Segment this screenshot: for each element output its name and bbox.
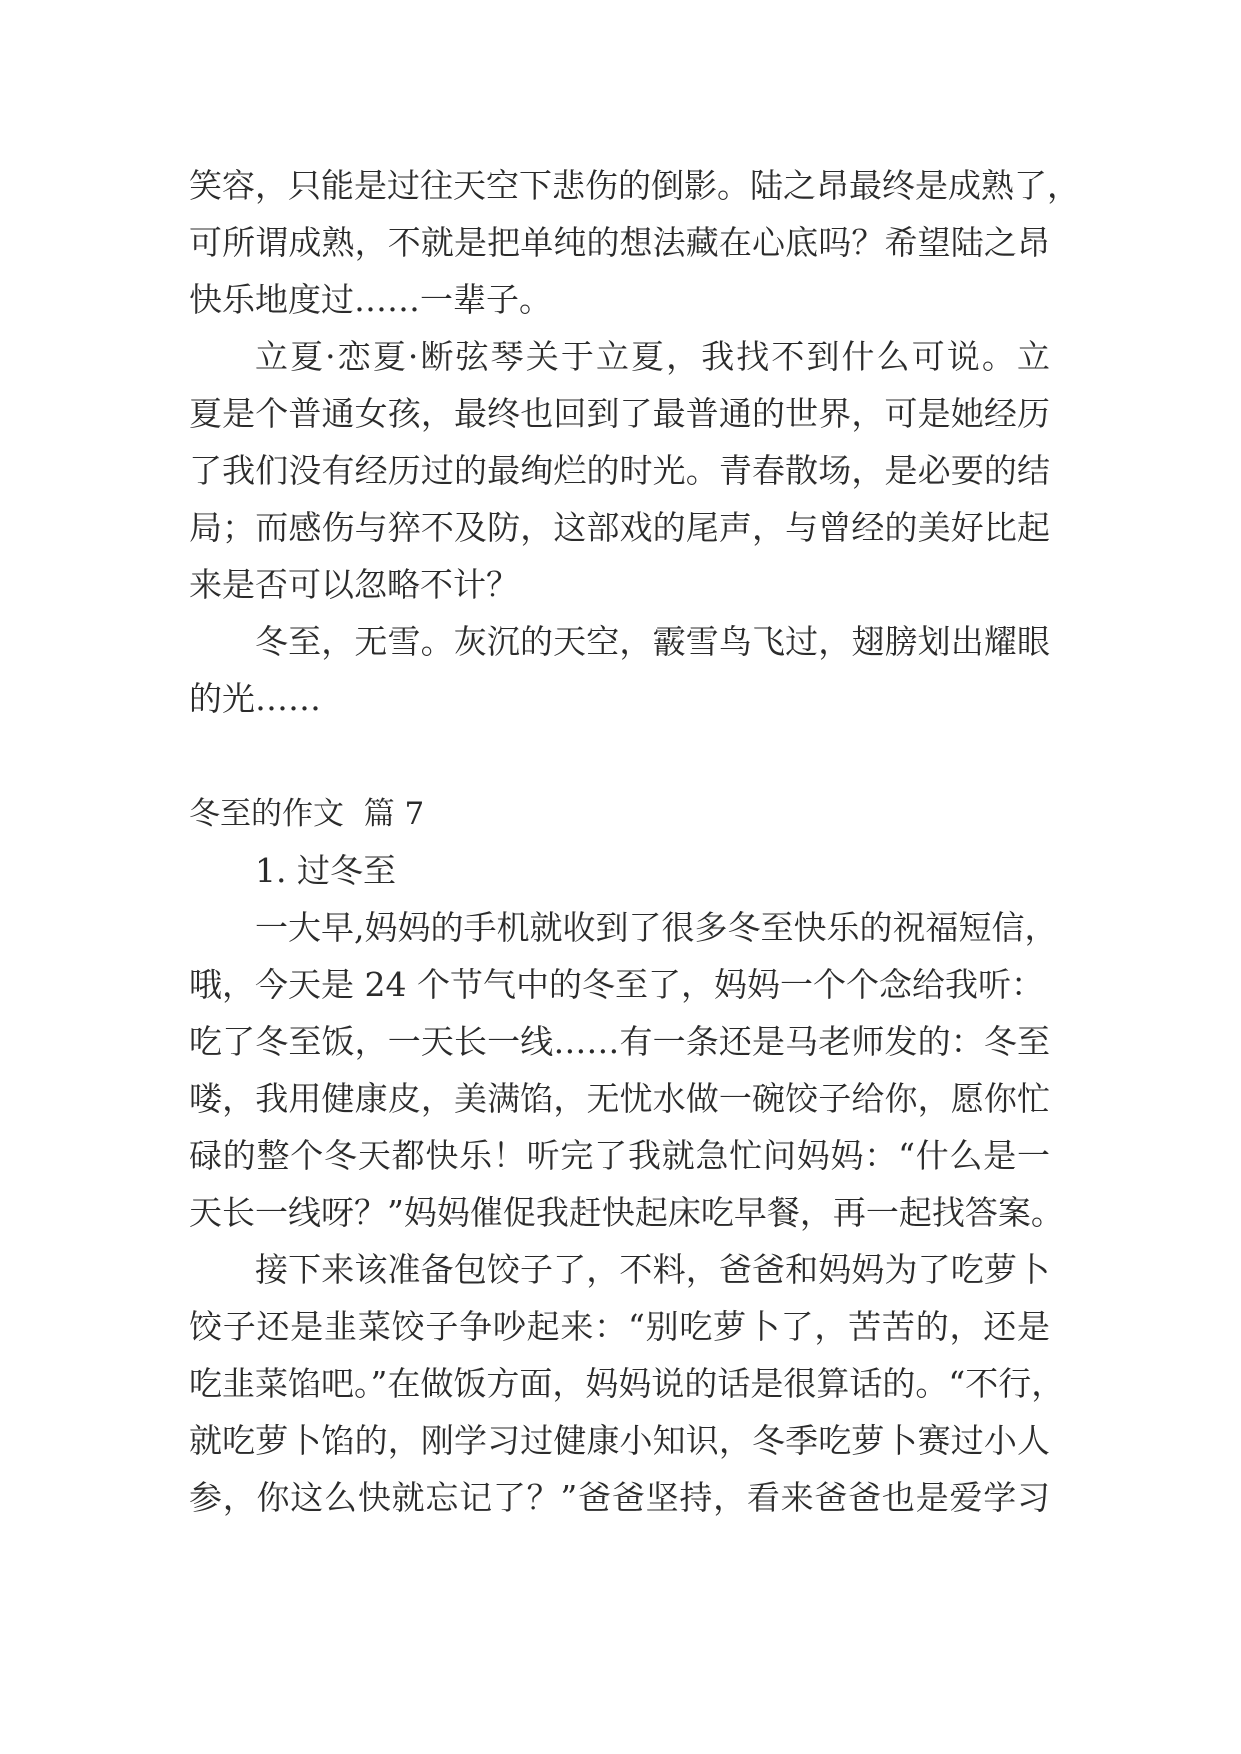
subsection-heading: 1. 过冬至: [255, 851, 396, 890]
text-line: 快乐地度过……一辈子。: [189, 280, 552, 319]
text-line: 立夏·恋夏·断弦琴关于立夏，我找不到什么可说。立: [255, 337, 1050, 376]
text-line: 的光……: [189, 679, 321, 718]
text-line: 喽，我用健康皮，美满馅，无忧水做一碗饺子给你，愿你忙: [189, 1079, 1050, 1118]
text-line: 笑容，只能是过往天空下悲伤的倒影。陆之昂最终是成熟了，: [189, 166, 1080, 205]
text-line: 可所谓成熟，不就是把单纯的想法藏在心底吗？希望陆之昂: [189, 223, 1050, 262]
text-line: 来是否可以忽略不计？: [189, 565, 519, 604]
text-line: 就吃萝卜馅的，刚学习过健康小知识，冬季吃萝卜赛过小人: [189, 1421, 1050, 1460]
text-line: 天长一线呀？”妈妈催促我赶快起床吃早餐，再一起找答案。: [189, 1193, 1064, 1232]
text-line: 夏是个普通女孩，最终也回到了最普通的世界，可是她经历: [189, 394, 1050, 433]
section-heading: 冬至的作文 篇 7: [189, 796, 425, 832]
text-line: 哦，今天是 24 个节气中的冬至了，妈妈一个个念给我听：: [189, 965, 1044, 1004]
text-line: 了我们没有经历过的最绚烂的时光。青春散场，是必要的结: [189, 451, 1050, 490]
text-line: 接下来该准备包饺子了，不料，爸爸和妈妈为了吃萝卜: [255, 1250, 1050, 1289]
text-line: 吃了冬至饭，一天长一线……有一条还是马老师发的：冬至: [189, 1022, 1050, 1061]
text-line: 局；而感伤与猝不及防，这部戏的尾声，与曾经的美好比起: [189, 508, 1050, 547]
text-line: 饺子还是韭菜饺子争吵起来：“别吃萝卜了，苦苦的，还是: [189, 1307, 1050, 1346]
text-line: 冬至，无雪。灰沉的天空，霰雪鸟飞过，翅膀划出耀眼: [255, 622, 1050, 661]
text-line: 吃韭菜馅吧。”在做饭方面，妈妈说的话是很算话的。“不行，: [189, 1364, 1065, 1403]
text-line: 碌的整个冬天都快乐！听完了我就急忙问妈妈：“什么是一: [189, 1136, 1050, 1175]
text-line: 一大早,妈妈的手机就收到了很多冬至快乐的祝福短信，: [255, 908, 1058, 947]
text-line: 参，你这么快就忘记了？”爸爸坚持，看来爸爸也是爱学习: [189, 1478, 1050, 1517]
